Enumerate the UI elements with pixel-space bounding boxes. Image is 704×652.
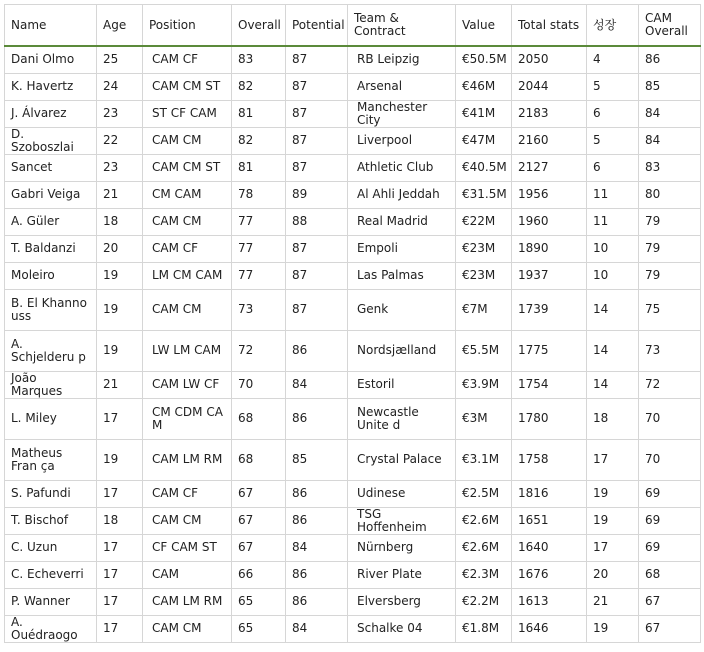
cell-potential: 87 [286, 100, 348, 127]
cell-total-stats: 1754 [512, 371, 587, 398]
cell-team: RB Leipzig [348, 46, 456, 73]
table-body [5, 46, 701, 642]
cell-name: J. Álvarez [5, 100, 97, 127]
cell-value: €31.5M [456, 181, 512, 208]
cell-name: K. Havertz [5, 73, 97, 100]
cell-team: Crystal Palace [348, 439, 456, 480]
header-potential: Potential [286, 5, 348, 47]
cell-cam-overall: 68 [639, 561, 701, 588]
cell-name: Gabri Veiga [5, 181, 97, 208]
header-value: Value [456, 5, 512, 47]
table-row [5, 534, 701, 561]
cell-team: Liverpool [348, 127, 456, 154]
table-container [4, 4, 701, 643]
cell-potential: 87 [286, 73, 348, 100]
header-name: Name [5, 5, 97, 47]
cell-team: Manchester City [348, 100, 456, 127]
table-row [5, 262, 701, 289]
cell-team: Nordsjælland [348, 330, 456, 371]
cell-cam-overall: 69 [639, 534, 701, 561]
cell-cam-overall: 70 [639, 439, 701, 480]
header-total-stats: Total stats [512, 5, 587, 47]
cell-potential: 86 [286, 480, 348, 507]
cell-growth: 11 [587, 208, 639, 235]
cell-team: Arsenal [348, 73, 456, 100]
cell-age: 24 [97, 73, 143, 100]
cell-position: CAM CM [143, 208, 232, 235]
cell-name: A. Schjelderu p [5, 330, 97, 371]
cell-team: Genk [348, 289, 456, 330]
cell-value: €3.1M [456, 439, 512, 480]
cell-position: CAM LM RM [143, 439, 232, 480]
cell-name: P. Wanner [5, 588, 97, 615]
cell-cam-overall: 79 [639, 235, 701, 262]
cell-total-stats: 2127 [512, 154, 587, 181]
cell-cam-overall: 79 [639, 262, 701, 289]
cell-overall: 67 [232, 507, 286, 534]
cell-potential: 84 [286, 371, 348, 398]
cell-age: 17 [97, 398, 143, 439]
cell-cam-overall: 67 [639, 588, 701, 615]
cell-name: L. Miley [5, 398, 97, 439]
cell-position: CAM CF [143, 480, 232, 507]
cell-value: €2.6M [456, 507, 512, 534]
cell-potential: 85 [286, 439, 348, 480]
cell-growth: 4 [587, 46, 639, 73]
cell-cam-overall: 84 [639, 127, 701, 154]
cell-cam-overall: 67 [639, 615, 701, 642]
cell-age: 19 [97, 439, 143, 480]
table-row [5, 330, 701, 371]
cell-team: Athletic Club [348, 154, 456, 181]
table-row [5, 588, 701, 615]
cell-position: CAM CM [143, 507, 232, 534]
cell-team: Empoli [348, 235, 456, 262]
header-age: Age [97, 5, 143, 47]
cell-team: River Plate [348, 561, 456, 588]
cell-cam-overall: 73 [639, 330, 701, 371]
cell-potential: 87 [286, 289, 348, 330]
cell-potential: 87 [286, 235, 348, 262]
header-overall: Overall [232, 5, 286, 47]
cell-age: 21 [97, 181, 143, 208]
cell-potential: 87 [286, 154, 348, 181]
cell-overall: 68 [232, 439, 286, 480]
cell-position: CF CAM ST [143, 534, 232, 561]
table-row [5, 127, 701, 154]
cell-growth: 17 [587, 439, 639, 480]
cell-age: 17 [97, 534, 143, 561]
cell-name: C. Echeverri [5, 561, 97, 588]
cell-cam-overall: 79 [639, 208, 701, 235]
cell-overall: 81 [232, 154, 286, 181]
cell-position: LM CM CAM [143, 262, 232, 289]
cell-growth: 21 [587, 588, 639, 615]
cell-name: B. El Khanno uss [5, 289, 97, 330]
cell-cam-overall: 84 [639, 100, 701, 127]
cell-total-stats: 1676 [512, 561, 587, 588]
header-team-contract: Team & Contract [348, 5, 456, 47]
cell-total-stats: 1937 [512, 262, 587, 289]
table-row [5, 46, 701, 73]
cell-potential: 84 [286, 615, 348, 642]
cell-overall: 73 [232, 289, 286, 330]
cell-growth: 19 [587, 480, 639, 507]
cell-growth: 19 [587, 507, 639, 534]
cell-growth: 5 [587, 127, 639, 154]
cell-total-stats: 1780 [512, 398, 587, 439]
cell-overall: 82 [232, 73, 286, 100]
cell-total-stats: 1651 [512, 507, 587, 534]
cell-age: 21 [97, 371, 143, 398]
cell-overall: 67 [232, 480, 286, 507]
cell-position: CAM CM [143, 615, 232, 642]
cell-value: €46M [456, 73, 512, 100]
cell-potential: 86 [286, 330, 348, 371]
cell-team: TSG Hoffenheim [348, 507, 456, 534]
table-row [5, 398, 701, 439]
cell-total-stats: 1739 [512, 289, 587, 330]
cell-team: Newcastle Unite d [348, 398, 456, 439]
cell-overall: 78 [232, 181, 286, 208]
cell-position: CAM CF [143, 235, 232, 262]
table-row [5, 480, 701, 507]
cell-cam-overall: 75 [639, 289, 701, 330]
cell-cam-overall: 80 [639, 181, 701, 208]
cell-name: Sancet [5, 154, 97, 181]
cell-age: 25 [97, 46, 143, 73]
cell-overall: 67 [232, 534, 286, 561]
cell-team: Las Palmas [348, 262, 456, 289]
cell-position: CAM CF [143, 46, 232, 73]
cell-team: Elversberg [348, 588, 456, 615]
cell-total-stats: 1960 [512, 208, 587, 235]
table-row [5, 100, 701, 127]
cell-name: S. Pafundi [5, 480, 97, 507]
cell-growth: 11 [587, 181, 639, 208]
cell-name: A. Ouédraogo [5, 615, 97, 642]
table-row [5, 181, 701, 208]
cell-potential: 84 [286, 534, 348, 561]
cell-cam-overall: 70 [639, 398, 701, 439]
cell-position: CAM CM [143, 127, 232, 154]
cell-growth: 10 [587, 262, 639, 289]
cell-team: Udinese [348, 480, 456, 507]
cell-total-stats: 1775 [512, 330, 587, 371]
cell-growth: 14 [587, 289, 639, 330]
cell-overall: 65 [232, 588, 286, 615]
cell-name: Matheus Fran ça [5, 439, 97, 480]
cell-total-stats: 1758 [512, 439, 587, 480]
cell-age: 18 [97, 507, 143, 534]
cell-value: €2.2M [456, 588, 512, 615]
cell-position: CAM CM ST [143, 73, 232, 100]
cell-value: €5.5M [456, 330, 512, 371]
cell-total-stats: 1890 [512, 235, 587, 262]
cell-growth: 6 [587, 154, 639, 181]
cell-name: Dani Olmo [5, 46, 97, 73]
cell-total-stats: 1640 [512, 534, 587, 561]
cell-position: ST CF CAM [143, 100, 232, 127]
cell-growth: 5 [587, 73, 639, 100]
cell-total-stats: 2183 [512, 100, 587, 127]
header-cam-overall: CAM Overall [639, 5, 701, 47]
cell-potential: 86 [286, 561, 348, 588]
cell-value: €1.8M [456, 615, 512, 642]
cell-position: CM CAM [143, 181, 232, 208]
cell-value: €41M [456, 100, 512, 127]
cell-overall: 77 [232, 262, 286, 289]
cell-name: T. Bischof [5, 507, 97, 534]
cell-age: 23 [97, 100, 143, 127]
cell-name: A. Güler [5, 208, 97, 235]
cell-value: €2.5M [456, 480, 512, 507]
table-row [5, 507, 701, 534]
cell-total-stats: 1646 [512, 615, 587, 642]
cell-position: CM CDM CA M [143, 398, 232, 439]
cell-overall: 68 [232, 398, 286, 439]
table-row [5, 371, 701, 398]
cell-position: CAM [143, 561, 232, 588]
table-row [5, 561, 701, 588]
cell-cam-overall: 86 [639, 46, 701, 73]
cell-name: T. Baldanzi [5, 235, 97, 262]
cell-age: 22 [97, 127, 143, 154]
cell-position: CAM CM [143, 289, 232, 330]
cell-growth: 10 [587, 235, 639, 262]
cell-value: €3.9M [456, 371, 512, 398]
cell-name: C. Uzun [5, 534, 97, 561]
cell-potential: 87 [286, 127, 348, 154]
cell-value: €7M [456, 289, 512, 330]
cell-age: 17 [97, 561, 143, 588]
cell-growth: 20 [587, 561, 639, 588]
cell-value: €50.5M [456, 46, 512, 73]
header-growth: 성장 [587, 5, 639, 47]
cell-age: 19 [97, 289, 143, 330]
cell-name: João Marques [5, 371, 97, 398]
cell-age: 17 [97, 480, 143, 507]
cell-overall: 83 [232, 46, 286, 73]
cell-value: €3M [456, 398, 512, 439]
table-row [5, 439, 701, 480]
cell-name: D. Szoboszlai [5, 127, 97, 154]
cell-growth: 6 [587, 100, 639, 127]
cell-cam-overall: 85 [639, 73, 701, 100]
cell-potential: 88 [286, 208, 348, 235]
cell-total-stats: 1816 [512, 480, 587, 507]
cell-cam-overall: 83 [639, 154, 701, 181]
cell-overall: 72 [232, 330, 286, 371]
cell-team: Al Ahli Jeddah [348, 181, 456, 208]
cell-value: €23M [456, 235, 512, 262]
cell-potential: 86 [286, 507, 348, 534]
cell-value: €22M [456, 208, 512, 235]
player-table [4, 4, 701, 643]
table-row [5, 73, 701, 100]
cell-total-stats: 2044 [512, 73, 587, 100]
cell-growth: 19 [587, 615, 639, 642]
cell-total-stats: 2160 [512, 127, 587, 154]
table-row [5, 154, 701, 181]
cell-overall: 77 [232, 208, 286, 235]
cell-cam-overall: 69 [639, 507, 701, 534]
cell-name: Moleiro [5, 262, 97, 289]
cell-value: €47M [456, 127, 512, 154]
table-row [5, 235, 701, 262]
cell-total-stats: 1613 [512, 588, 587, 615]
cell-team: Nürnberg [348, 534, 456, 561]
cell-position: CAM LM RM [143, 588, 232, 615]
cell-value: €40.5M [456, 154, 512, 181]
cell-value: €2.3M [456, 561, 512, 588]
cell-potential: 87 [286, 262, 348, 289]
cell-overall: 82 [232, 127, 286, 154]
table-row [5, 289, 701, 330]
cell-position: CAM CM ST [143, 154, 232, 181]
cell-growth: 14 [587, 330, 639, 371]
cell-value: €23M [456, 262, 512, 289]
cell-overall: 66 [232, 561, 286, 588]
cell-total-stats: 2050 [512, 46, 587, 73]
cell-growth: 17 [587, 534, 639, 561]
cell-team: Schalke 04 [348, 615, 456, 642]
cell-cam-overall: 72 [639, 371, 701, 398]
cell-overall: 81 [232, 100, 286, 127]
cell-growth: 18 [587, 398, 639, 439]
table-row [5, 615, 701, 642]
header-position: Position [143, 5, 232, 47]
cell-team: Real Madrid [348, 208, 456, 235]
header-row [5, 5, 701, 47]
cell-overall: 65 [232, 615, 286, 642]
cell-age: 18 [97, 208, 143, 235]
table-row [5, 208, 701, 235]
cell-age: 23 [97, 154, 143, 181]
cell-position: LW LM CAM [143, 330, 232, 371]
cell-age: 17 [97, 615, 143, 642]
cell-cam-overall: 69 [639, 480, 701, 507]
cell-overall: 77 [232, 235, 286, 262]
cell-value: €2.6M [456, 534, 512, 561]
cell-age: 17 [97, 588, 143, 615]
cell-potential: 87 [286, 46, 348, 73]
cell-age: 20 [97, 235, 143, 262]
cell-growth: 14 [587, 371, 639, 398]
cell-total-stats: 1956 [512, 181, 587, 208]
cell-potential: 86 [286, 588, 348, 615]
cell-age: 19 [97, 330, 143, 371]
cell-potential: 86 [286, 398, 348, 439]
cell-overall: 70 [232, 371, 286, 398]
cell-team: Estoril [348, 371, 456, 398]
cell-age: 19 [97, 262, 143, 289]
cell-potential: 89 [286, 181, 348, 208]
cell-position: CAM LW CF [143, 371, 232, 398]
